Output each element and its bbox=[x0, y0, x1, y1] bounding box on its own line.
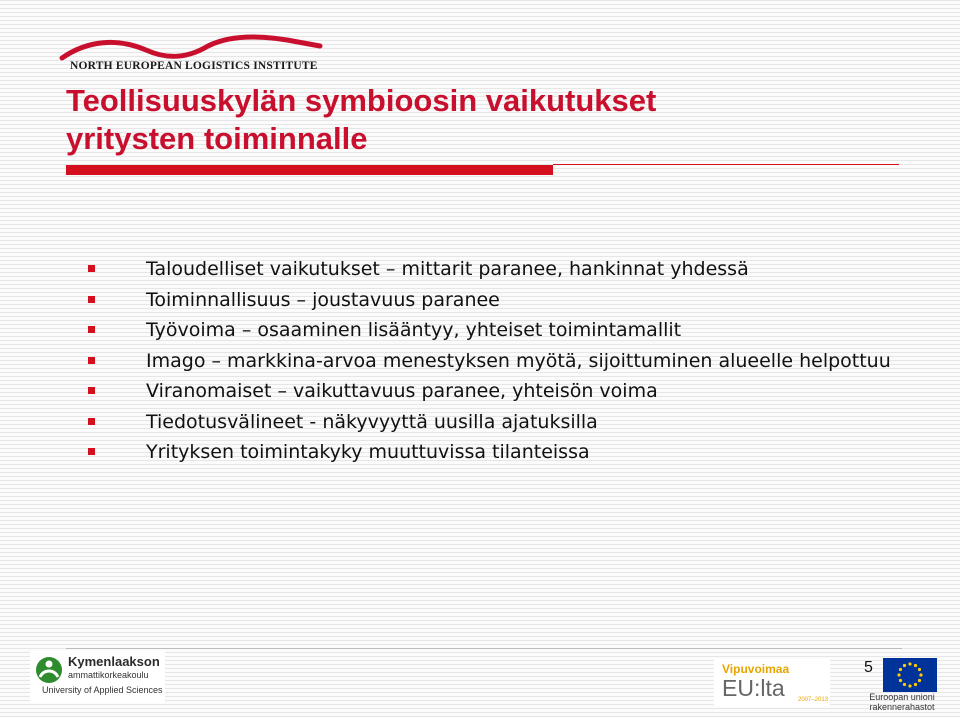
eu-caption-line-2: rakennerahastot bbox=[869, 702, 935, 712]
list-item bbox=[88, 254, 908, 285]
leaf-figure-icon bbox=[34, 655, 64, 685]
eu-caption bbox=[862, 692, 942, 712]
list-item-text: Työvoima – osaaminen lisääntyy, yhteiset toimintamallit bbox=[146, 319, 682, 341]
list-item bbox=[88, 315, 908, 346]
kyamk-sub-english: University of Applied Sciences bbox=[42, 685, 163, 695]
bullet-list bbox=[88, 254, 908, 468]
page-title bbox=[66, 82, 886, 158]
vipuvoimaa-title: Vipuvoimaa bbox=[722, 662, 790, 676]
list-item bbox=[88, 437, 908, 468]
square-bullet-icon bbox=[88, 296, 95, 303]
square-bullet-icon bbox=[88, 265, 95, 272]
list-item bbox=[88, 346, 908, 377]
footer-divider bbox=[66, 648, 902, 649]
square-bullet-icon bbox=[88, 448, 95, 455]
eu-flag-icon bbox=[883, 658, 937, 692]
logo-text: NORTH EUROPEAN LOGISTICS INSTITUTE bbox=[70, 60, 318, 72]
title-underline-thick bbox=[66, 165, 553, 175]
title-underline-thin bbox=[553, 164, 899, 165]
neli-logo bbox=[58, 34, 328, 76]
list-item-text: Tiedotusvälineet - näkyvyyttä uusilla ajatuksilla bbox=[146, 410, 598, 433]
list-item bbox=[88, 376, 908, 407]
title-line-2: yritysten toiminnalle bbox=[66, 121, 368, 156]
list-item-text: Viranomaiset – vaikuttavuus paranee, yhteisön voima bbox=[146, 380, 658, 402]
list-item bbox=[88, 407, 908, 438]
list-item bbox=[88, 285, 908, 316]
list-item-text: Taloudelliset vaikutukset – mittarit paranee, hankinnat yhdessä bbox=[146, 258, 749, 280]
vipuvoimaa-eu: EU:lta bbox=[722, 675, 785, 701]
vipuvoimaa-logo bbox=[714, 659, 830, 707]
kyamk-sub: ammattikorkeakoulu bbox=[68, 670, 149, 680]
kyamk-logo bbox=[30, 651, 165, 703]
kyamk-name: Kymenlaakson bbox=[68, 654, 160, 669]
list-item-text: Yrityksen toimintakyky muuttuvissa tilanteissa bbox=[146, 441, 590, 463]
square-bullet-icon bbox=[88, 387, 95, 394]
square-bullet-icon bbox=[88, 326, 95, 333]
list-item-text: Toiminnallisuus – joustavuus paranee bbox=[146, 288, 500, 311]
page-number: 5 bbox=[864, 659, 873, 676]
list-item-text: Imago – markkina-arvoa menestyksen myötä, sijoittuminen alueelle helpottuu bbox=[146, 349, 891, 372]
square-bullet-icon bbox=[88, 418, 95, 425]
square-bullet-icon bbox=[88, 357, 95, 364]
title-line-1: Teollisuuskylän symbioosin vaikutukset bbox=[66, 83, 657, 118]
vipuvoimaa-years: 2007–2013 bbox=[798, 697, 829, 703]
eu-caption-line-1: Euroopan unioni bbox=[869, 692, 935, 702]
